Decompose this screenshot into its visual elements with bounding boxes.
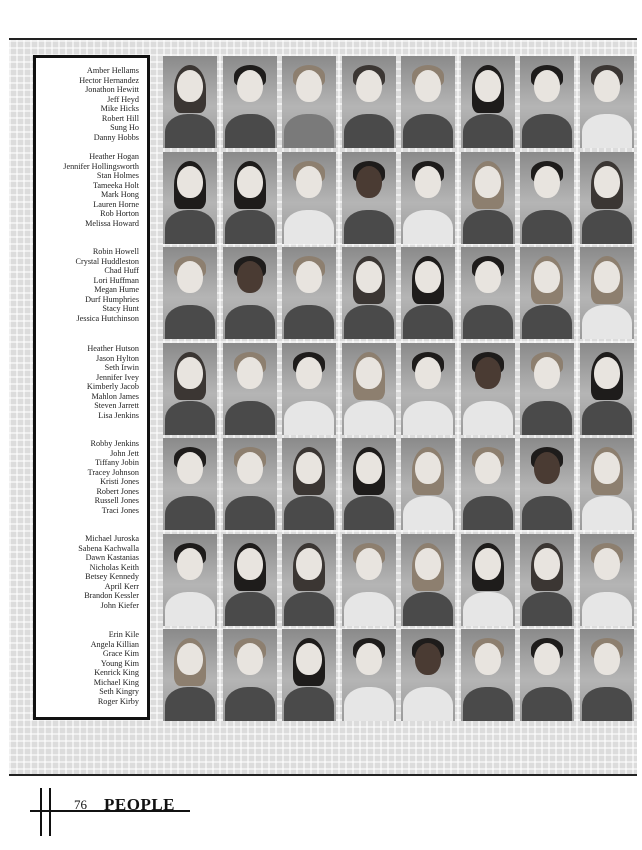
portrait-head	[177, 643, 203, 675]
student-portrait	[461, 534, 515, 626]
portrait-head	[594, 70, 620, 102]
name-label: Megan Hume	[94, 285, 139, 294]
footer-rule-vertical	[40, 788, 42, 836]
portrait-shoulders	[284, 401, 334, 435]
name-label: Robin Howell	[92, 247, 139, 256]
name-label: Melissa Howard	[85, 218, 139, 228]
name-label: Robert Jones	[96, 486, 139, 496]
name-label: Lori Huffman	[93, 275, 139, 285]
student-portrait	[520, 56, 574, 148]
student-portrait	[580, 629, 634, 721]
student-portrait	[223, 247, 277, 339]
portrait-head	[237, 357, 263, 389]
name-label: Sabena Kachwalla	[78, 543, 139, 553]
student-portrait	[401, 247, 455, 339]
portrait-head	[415, 548, 441, 580]
name-label: Mahlon James	[91, 391, 139, 401]
student-portrait	[223, 629, 277, 721]
portrait-shoulders	[463, 305, 513, 339]
portrait-head	[296, 357, 322, 389]
name-label: Jennifer Ivey	[96, 372, 139, 382]
portrait-head	[475, 452, 501, 484]
portrait-head	[415, 452, 441, 484]
portrait-shoulders	[582, 305, 632, 339]
portrait-head	[356, 261, 382, 293]
name-group-5	[88, 439, 139, 515]
student-portrait	[580, 438, 634, 530]
page-number: 76	[74, 797, 87, 812]
portrait-head	[356, 548, 382, 580]
portrait-head	[475, 70, 501, 102]
student-portrait	[223, 343, 277, 435]
portrait-shoulders	[403, 114, 453, 148]
portrait-head	[415, 261, 441, 293]
name-label: Nicholas Keith	[89, 562, 139, 572]
portrait-head	[296, 643, 322, 675]
portrait-shoulders	[284, 592, 334, 626]
portrait-shoulders	[522, 401, 572, 435]
portrait-shoulders	[284, 305, 334, 339]
portrait-head	[534, 261, 560, 293]
name-label: Roger Kirby	[97, 696, 139, 706]
name-label: Kenrick King	[94, 668, 139, 677]
portrait-shoulders	[225, 114, 275, 148]
student-portrait	[520, 152, 574, 244]
portrait-shoulders	[403, 210, 453, 244]
portrait-head	[177, 70, 203, 102]
name-label: Heather Hutson	[87, 344, 139, 353]
name-label: Durf Humphries	[85, 294, 139, 304]
student-portrait	[342, 629, 396, 721]
portrait-shoulders	[284, 114, 334, 148]
portrait-head	[475, 548, 501, 580]
portrait-head	[296, 452, 322, 484]
portrait-shoulders	[522, 687, 572, 721]
name-group-7	[91, 630, 139, 706]
portrait-head	[534, 166, 560, 198]
portrait-shoulders	[463, 592, 513, 626]
student-portrait	[461, 343, 515, 435]
name-label: Crystal Huddleston	[75, 256, 139, 266]
portrait-head	[177, 357, 203, 389]
portrait-shoulders	[403, 305, 453, 339]
portrait-shoulders	[344, 687, 394, 721]
portrait-shoulders	[344, 210, 394, 244]
portrait-head	[475, 166, 501, 198]
portrait-shoulders	[165, 687, 215, 721]
name-label: Kristi Jones	[100, 477, 139, 486]
name-label: Heather Hogan	[89, 152, 139, 161]
name-label: Michael King	[93, 677, 139, 687]
name-label: Grace Kim	[102, 649, 139, 658]
portrait-head	[356, 166, 382, 198]
portrait-head	[415, 357, 441, 389]
name-label: Jennifer Hollingsworth	[63, 161, 139, 171]
student-portrait	[520, 534, 574, 626]
student-portrait	[282, 629, 336, 721]
portrait-shoulders	[522, 496, 572, 530]
student-portrait	[223, 534, 277, 626]
name-label: Jonathon Hewitt	[85, 85, 139, 94]
portrait-shoulders	[522, 210, 572, 244]
portrait-shoulders	[522, 592, 572, 626]
name-label: Tameeka Holt	[92, 180, 139, 190]
student-portrait	[163, 534, 217, 626]
student-portrait	[461, 438, 515, 530]
portrait-head	[415, 166, 441, 198]
portrait-shoulders	[582, 114, 632, 148]
student-portrait	[461, 247, 515, 339]
name-label: Mike Hicks	[100, 104, 139, 113]
student-portrait	[342, 343, 396, 435]
name-label: Rob Horton	[100, 209, 139, 218]
portrait-head	[594, 357, 620, 389]
portrait-shoulders	[403, 496, 453, 530]
student-portrait	[461, 152, 515, 244]
student-portrait	[223, 56, 277, 148]
portrait-shoulders	[522, 114, 572, 148]
student-portrait	[223, 438, 277, 530]
portrait-shoulders	[165, 305, 215, 339]
name-label: Russell Jones	[94, 496, 139, 505]
name-label: Lauren Horne	[93, 199, 139, 209]
portrait-shoulders	[463, 114, 513, 148]
portrait-shoulders	[344, 114, 394, 148]
portrait-shoulders	[403, 592, 453, 626]
student-portrait	[282, 343, 336, 435]
portrait-head	[594, 643, 620, 675]
name-label: Amber Hellams	[86, 66, 139, 75]
portrait-head	[534, 643, 560, 675]
portrait-shoulders	[225, 496, 275, 530]
student-portrait	[223, 152, 277, 244]
student-portrait	[401, 56, 455, 148]
footer-rule-vertical	[49, 788, 51, 836]
portrait-head	[534, 357, 560, 389]
student-portrait	[342, 534, 396, 626]
name-group-6	[78, 534, 139, 610]
portrait-head	[356, 452, 382, 484]
portrait-head	[177, 261, 203, 293]
student-portrait	[580, 343, 634, 435]
portrait-head	[415, 70, 441, 102]
portrait-shoulders	[225, 210, 275, 244]
name-label: Michael Juroska	[85, 534, 139, 543]
portrait-head	[475, 643, 501, 675]
student-portrait	[163, 438, 217, 530]
name-label: Lisa Jenkins	[98, 410, 139, 420]
student-portrait	[342, 247, 396, 339]
name-label: Seth Kingry	[99, 687, 139, 696]
portrait-head	[534, 452, 560, 484]
name-label: Kimberly Jacob	[86, 382, 139, 391]
name-label: Robby Jenkins	[90, 439, 139, 448]
name-label: Hector Hernandez	[79, 75, 139, 85]
portrait-shoulders	[403, 401, 453, 435]
portrait-head	[475, 261, 501, 293]
name-label: Chad Huff	[104, 266, 139, 275]
portrait-head	[594, 452, 620, 484]
portrait-shoulders	[165, 401, 215, 435]
name-label: John Kiefer	[100, 600, 139, 610]
student-portrait	[282, 152, 336, 244]
student-portrait	[461, 56, 515, 148]
portrait-head	[534, 548, 560, 580]
name-label: Stacy Hunt	[102, 304, 139, 313]
student-portrait	[282, 534, 336, 626]
portrait-head	[237, 643, 263, 675]
portrait-shoulders	[463, 687, 513, 721]
portrait-head	[296, 166, 322, 198]
student-portrait	[580, 152, 634, 244]
names-panel	[33, 55, 150, 720]
name-group-3	[76, 247, 139, 323]
portrait-shoulders	[344, 305, 394, 339]
name-group-2	[63, 152, 139, 228]
student-portrait	[461, 629, 515, 721]
student-portrait	[342, 56, 396, 148]
portrait-head	[475, 357, 501, 389]
name-label: Sung Ho	[110, 123, 139, 132]
portrait-shoulders	[225, 687, 275, 721]
portrait-head	[594, 261, 620, 293]
portrait-head	[237, 166, 263, 198]
name-group-4	[87, 344, 139, 420]
photo-grid	[163, 56, 631, 720]
portrait-shoulders	[284, 496, 334, 530]
portrait-shoulders	[225, 305, 275, 339]
student-portrait	[342, 152, 396, 244]
portrait-shoulders	[284, 210, 334, 244]
portrait-head	[594, 548, 620, 580]
name-label: Tiffany Jobin	[95, 458, 139, 467]
portrait-shoulders	[403, 687, 453, 721]
student-portrait	[401, 629, 455, 721]
name-label: Jeff Heyd	[107, 94, 139, 104]
student-portrait	[342, 438, 396, 530]
student-portrait	[401, 438, 455, 530]
portrait-head	[237, 70, 263, 102]
portrait-head	[356, 357, 382, 389]
name-label: Angela Killian	[90, 639, 139, 649]
student-portrait	[520, 343, 574, 435]
student-portrait	[163, 343, 217, 435]
portrait-shoulders	[582, 401, 632, 435]
student-portrait	[163, 629, 217, 721]
name-label: Seth Irwin	[104, 363, 139, 372]
section-title: PEOPLE	[104, 795, 176, 814]
student-portrait	[282, 247, 336, 339]
name-label: Jessica Hutchinson	[76, 313, 139, 323]
student-portrait	[282, 438, 336, 530]
name-label: Young Kim	[100, 658, 139, 668]
student-portrait	[580, 247, 634, 339]
name-label: Tracey Johnson	[87, 467, 139, 477]
name-label: Stan Holmes	[96, 171, 139, 180]
portrait-head	[296, 548, 322, 580]
name-label: Brandon Kessler	[84, 591, 139, 600]
name-label: Dawn Kastanias	[85, 553, 139, 562]
student-portrait	[520, 438, 574, 530]
name-label: April Kerr	[104, 581, 139, 591]
portrait-shoulders	[582, 496, 632, 530]
name-label: Steven Jarrett	[94, 401, 139, 410]
student-portrait	[401, 343, 455, 435]
portrait-head	[356, 643, 382, 675]
portrait-head	[237, 261, 263, 293]
name-group-1	[79, 66, 139, 142]
portrait-shoulders	[165, 114, 215, 148]
portrait-shoulders	[165, 210, 215, 244]
portrait-shoulders	[463, 210, 513, 244]
name-label: John Jett	[110, 448, 139, 458]
portrait-shoulders	[344, 592, 394, 626]
portrait-head	[177, 548, 203, 580]
student-portrait	[163, 247, 217, 339]
portrait-head	[237, 548, 263, 580]
name-label: Jason Hylton	[96, 353, 139, 363]
portrait-head	[594, 166, 620, 198]
student-portrait	[520, 629, 574, 721]
name-label: Traci Jones	[101, 505, 139, 515]
student-portrait	[520, 247, 574, 339]
portrait-head	[415, 643, 441, 675]
portrait-head	[177, 452, 203, 484]
portrait-head	[534, 70, 560, 102]
portrait-shoulders	[463, 401, 513, 435]
student-portrait	[282, 56, 336, 148]
portrait-shoulders	[165, 496, 215, 530]
portrait-shoulders	[284, 687, 334, 721]
portrait-shoulders	[582, 687, 632, 721]
portrait-shoulders	[344, 401, 394, 435]
portrait-head	[296, 70, 322, 102]
portrait-shoulders	[582, 592, 632, 626]
name-label: Danny Hobbs	[93, 132, 139, 142]
portrait-shoulders	[225, 401, 275, 435]
student-portrait	[163, 56, 217, 148]
name-label: Betsey Kennedy	[85, 572, 139, 581]
portrait-head	[177, 166, 203, 198]
portrait-shoulders	[463, 496, 513, 530]
portrait-shoulders	[582, 210, 632, 244]
student-portrait	[401, 534, 455, 626]
portrait-shoulders	[522, 305, 572, 339]
portrait-head	[296, 261, 322, 293]
portrait-shoulders	[344, 496, 394, 530]
name-label: Robert Hill	[101, 113, 139, 123]
name-label: Erin Kile	[108, 630, 139, 639]
name-label: Mark Hong	[101, 190, 139, 199]
portrait-head	[356, 70, 382, 102]
student-portrait	[401, 152, 455, 244]
student-portrait	[580, 534, 634, 626]
portrait-head	[237, 452, 263, 484]
portrait-shoulders	[165, 592, 215, 626]
student-portrait	[580, 56, 634, 148]
portrait-shoulders	[225, 592, 275, 626]
student-portrait	[163, 152, 217, 244]
